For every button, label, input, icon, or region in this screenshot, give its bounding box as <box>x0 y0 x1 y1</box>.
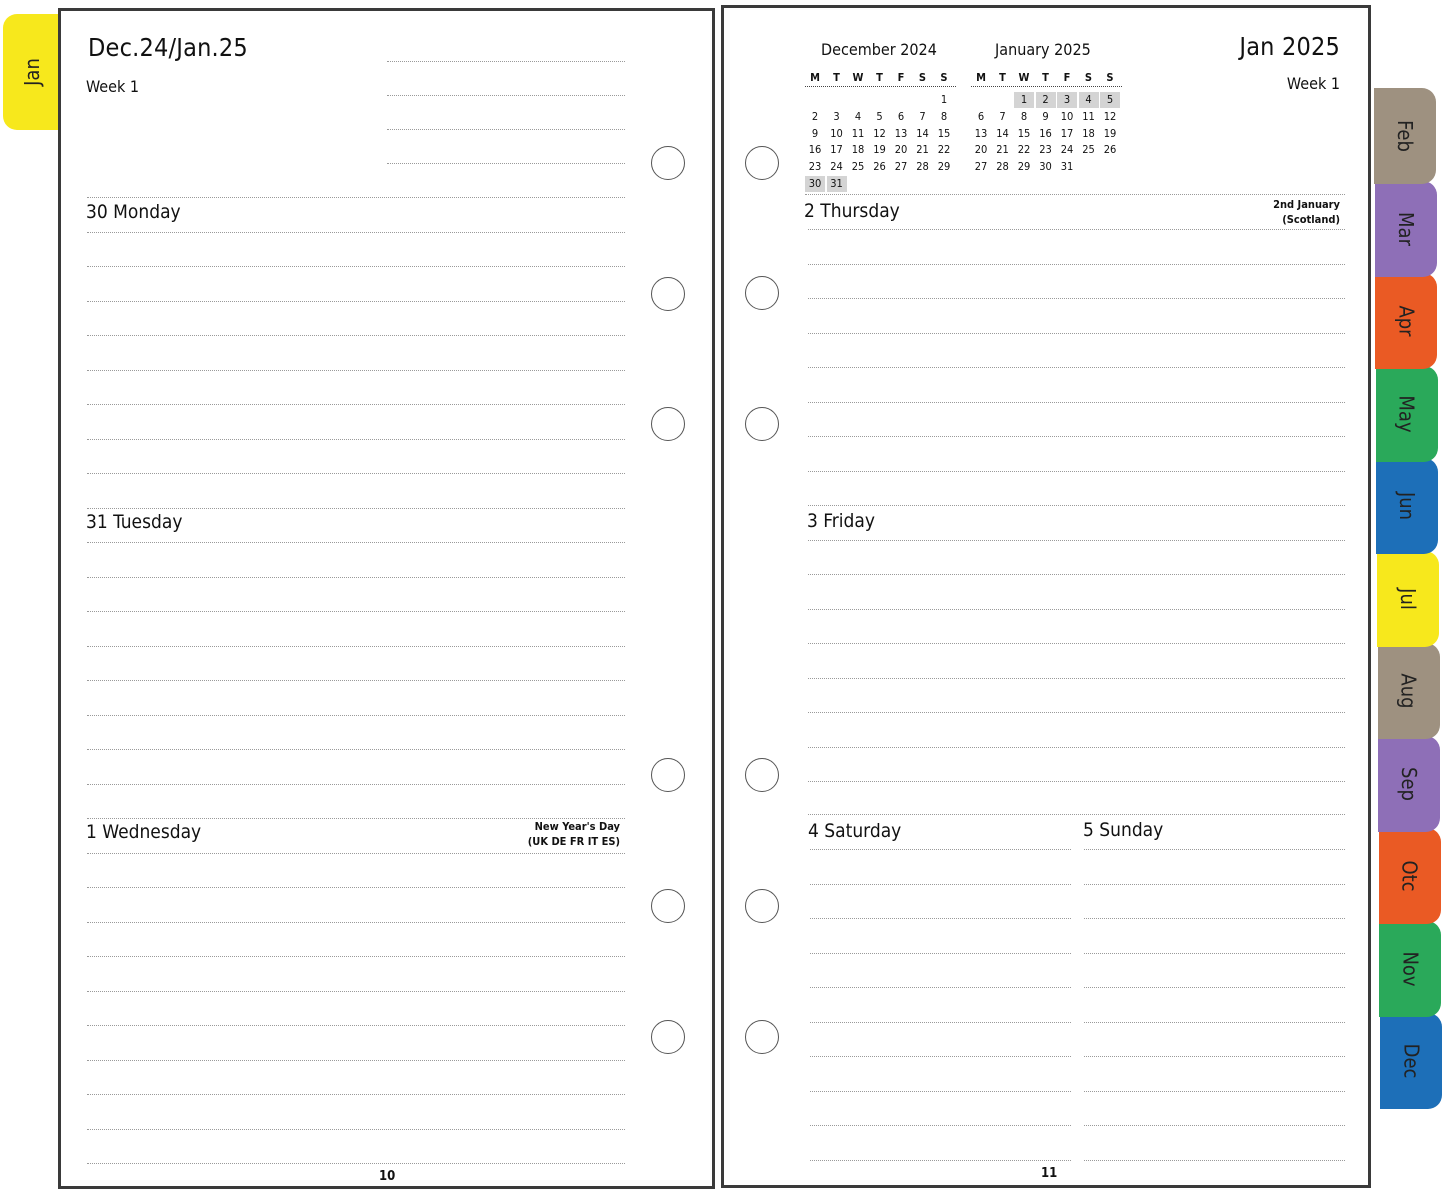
ruled-line <box>808 471 1345 472</box>
calendar-day: 6 <box>897 109 905 123</box>
calendar-day: 22 <box>1017 143 1031 157</box>
ruled-line <box>87 577 625 578</box>
calendar-day: 12 <box>1103 109 1117 123</box>
day-label-thursday: 2 Thursday <box>804 200 900 222</box>
day-label-saturday: 4 Saturday <box>808 820 902 842</box>
calendar-day: 18 <box>1082 126 1095 140</box>
ruled-line <box>87 853 625 854</box>
calendar-day: 2 <box>1036 92 1056 108</box>
tab-label: Dec <box>1398 1043 1423 1079</box>
tab-nov[interactable] <box>1379 921 1441 1017</box>
calendar-day: 11 <box>1082 109 1095 123</box>
calendar-day: 1 <box>1014 92 1034 108</box>
ruled-line <box>810 1056 1071 1057</box>
binder-hole <box>745 146 779 180</box>
mini-calendar-title: January 2025 <box>995 40 1091 59</box>
calendar-day: 3 <box>833 109 840 123</box>
weekday-header: T <box>999 71 1006 84</box>
calendar-day: 14 <box>916 126 929 140</box>
ruled-line <box>1084 849 1345 850</box>
left-page <box>58 8 715 1189</box>
tab-label: May <box>1394 394 1419 433</box>
calendar-day: 25 <box>1082 143 1095 157</box>
page-number: 10 <box>379 1169 396 1184</box>
holiday-note <box>528 819 620 849</box>
ruled-line <box>808 540 1345 541</box>
ruled-line <box>808 229 1345 230</box>
ruled-line <box>1084 918 1345 919</box>
weekday-header: S <box>1106 71 1114 84</box>
calendar-day: 20 <box>894 143 908 157</box>
ruled-line <box>387 129 625 130</box>
ruled-line <box>1084 1056 1345 1057</box>
calendar-day: 5 <box>1100 92 1120 108</box>
calendar-day: 29 <box>937 160 951 174</box>
calendar-day: 25 <box>851 160 865 174</box>
calendar-day: 14 <box>996 126 1009 140</box>
calendar-day: 3 <box>1057 92 1077 108</box>
ruled-line <box>87 197 625 198</box>
ruled-line <box>87 784 625 785</box>
calendar-day: 21 <box>916 143 929 157</box>
ruled-line <box>808 712 1345 713</box>
ruled-line <box>87 508 625 509</box>
calendar-day: 23 <box>808 160 822 174</box>
ruled-line <box>805 194 1345 195</box>
ruled-line <box>808 333 1345 334</box>
tab-otc[interactable] <box>1379 828 1441 924</box>
tab-jul[interactable] <box>1377 551 1439 647</box>
calendar-day: 7 <box>999 109 1006 123</box>
tab-sep[interactable] <box>1378 736 1440 832</box>
ruled-line <box>810 1160 1071 1161</box>
calendar-day: 26 <box>1103 143 1117 157</box>
tab-label: Feb <box>1392 120 1417 152</box>
weekday-header: W <box>1018 71 1030 84</box>
calendar-rule <box>805 86 956 87</box>
ruled-line <box>87 749 625 750</box>
tab-jan[interactable] <box>3 14 61 130</box>
holiday-regions: (Scotland) <box>1282 213 1340 226</box>
right-page <box>721 5 1371 1188</box>
calendar-day: 21 <box>996 143 1009 157</box>
weekday-header: S <box>1084 71 1093 84</box>
weekday-header: S <box>918 71 927 84</box>
ruled-line <box>87 404 625 405</box>
ruled-line <box>87 439 625 440</box>
ruled-line <box>808 678 1345 679</box>
ruled-line <box>808 264 1345 265</box>
ruled-line <box>87 715 625 716</box>
ruled-line <box>87 370 625 371</box>
ruled-line <box>808 643 1345 644</box>
ruled-line <box>810 918 1071 919</box>
ruled-line <box>87 646 625 647</box>
calendar-day: 1 <box>940 93 948 106</box>
ruled-line <box>1084 987 1345 988</box>
weekday-header: S <box>940 71 948 84</box>
ruled-line <box>87 542 625 543</box>
ruled-line <box>808 298 1345 299</box>
calendar-day: 8 <box>940 109 948 123</box>
calendar-day: 2 <box>811 109 819 123</box>
calendar-day: 9 <box>1042 109 1049 123</box>
calendar-day: 17 <box>830 143 843 157</box>
tab-aug[interactable] <box>1378 643 1440 739</box>
page-title: Jan 2025 <box>1239 32 1340 61</box>
ruled-line <box>1084 1160 1345 1161</box>
ruled-line <box>87 266 625 267</box>
holiday-name: New Year's Day <box>534 820 620 833</box>
ruled-line <box>808 609 1345 610</box>
calendar-day: 8 <box>1020 109 1028 123</box>
ruled-line <box>87 1025 625 1026</box>
day-label-tuesday: 31 Tuesday <box>86 511 183 533</box>
ruled-line <box>87 922 625 923</box>
calendar-day: 28 <box>916 160 929 174</box>
calendar-day: 31 <box>1060 160 1074 174</box>
day-label-wednesday: 1 Wednesday <box>86 821 202 843</box>
weekday-header: F <box>1063 71 1071 84</box>
calendar-day: 19 <box>873 143 886 157</box>
binder-hole <box>745 889 779 923</box>
ruled-line <box>1084 1125 1345 1126</box>
ruled-line <box>387 163 625 164</box>
calendar-day: 4 <box>854 109 862 123</box>
week-label: Week 1 <box>1286 74 1340 93</box>
calendar-day: 7 <box>919 109 926 123</box>
holiday-regions: (UK DE FR IT ES) <box>527 835 620 848</box>
day-label-sunday: 5 Sunday <box>1083 819 1164 841</box>
page-number: 11 <box>1041 1166 1058 1181</box>
binder-hole <box>651 889 685 923</box>
tab-mar[interactable] <box>1375 181 1437 277</box>
ruled-line <box>808 436 1345 437</box>
ruled-line <box>810 1022 1071 1023</box>
ruled-line <box>1084 1091 1345 1092</box>
calendar-day: 23 <box>1039 143 1052 157</box>
binder-hole <box>745 758 779 792</box>
tab-label: Mar <box>1393 211 1418 246</box>
tab-label: Sep <box>1397 766 1422 801</box>
calendar-day: 24 <box>1060 143 1074 157</box>
weekday-header: F <box>897 71 905 84</box>
tab-apr[interactable] <box>1375 273 1437 369</box>
ruled-line <box>1084 1022 1345 1023</box>
calendar-day: 10 <box>1060 109 1074 123</box>
binder-hole <box>651 277 685 311</box>
ruled-line <box>87 956 625 957</box>
day-label-monday: 30 Monday <box>86 201 181 223</box>
ruled-line <box>808 402 1345 403</box>
ruled-line <box>810 1091 1071 1092</box>
calendar-day: 15 <box>937 126 951 140</box>
tab-label: Aug <box>1396 673 1421 709</box>
ruled-line <box>87 680 625 681</box>
tab-label: Jan <box>19 58 44 86</box>
ruled-line <box>1084 884 1345 885</box>
binder-hole <box>651 407 685 441</box>
calendar-day: 28 <box>996 160 1009 174</box>
calendar-day: 10 <box>830 126 843 140</box>
ruled-line <box>87 1163 625 1164</box>
calendar-day: 29 <box>1017 160 1031 174</box>
calendar-day: 17 <box>1060 126 1074 140</box>
tab-label: Otc <box>1397 860 1422 892</box>
ruled-line <box>87 335 625 336</box>
calendar-day: 11 <box>851 126 865 140</box>
calendar-day: 9 <box>811 126 819 140</box>
calendar-day: 27 <box>974 160 988 174</box>
page-title: Dec.24/Jan.25 <box>88 33 248 62</box>
ruled-line <box>810 1125 1071 1126</box>
calendar-day: 5 <box>876 109 883 123</box>
ruled-line <box>87 1129 625 1130</box>
ruled-line <box>87 232 625 233</box>
ruled-line <box>87 887 625 888</box>
ruled-line <box>87 1094 625 1095</box>
tab-label: Jun <box>1395 491 1420 521</box>
ruled-line <box>808 574 1345 575</box>
calendar-day: 12 <box>873 126 886 140</box>
tab-feb[interactable] <box>1374 88 1436 184</box>
calendar-rule <box>971 86 1122 87</box>
calendar-day: 15 <box>1017 126 1031 140</box>
binder-hole <box>651 146 685 180</box>
ruled-line <box>808 814 1345 815</box>
ruled-line <box>87 818 625 819</box>
ruled-line <box>387 61 625 62</box>
calendar-day: 31 <box>827 176 847 192</box>
ruled-line <box>87 611 625 612</box>
calendar-day: 16 <box>808 143 822 157</box>
ruled-line <box>810 987 1071 988</box>
ruled-line <box>87 991 625 992</box>
binder-hole <box>651 1020 685 1054</box>
calendar-day: 4 <box>1079 92 1099 108</box>
tab-label: Nov <box>1398 950 1423 987</box>
calendar-day: 18 <box>851 143 865 157</box>
ruled-line <box>810 953 1071 954</box>
ruled-line <box>808 781 1345 782</box>
tab-jun[interactable] <box>1376 458 1438 554</box>
tab-may[interactable] <box>1376 366 1438 462</box>
calendar-day: 30 <box>1039 160 1052 174</box>
calendar-day: 16 <box>1039 126 1052 140</box>
ruled-line <box>808 505 1345 506</box>
weekday-header: M <box>810 71 820 84</box>
mini-calendar-title: December 2024 <box>821 40 937 59</box>
ruled-line <box>387 95 625 96</box>
weekday-header: T <box>876 71 883 84</box>
binder-hole <box>745 1020 779 1054</box>
binder-hole <box>651 758 685 792</box>
tab-dec[interactable] <box>1380 1013 1442 1109</box>
holiday-name: 2nd January <box>1273 198 1340 211</box>
calendar-day: 13 <box>894 126 908 140</box>
weekday-header: T <box>833 71 840 84</box>
calendar-day: 19 <box>1103 126 1117 140</box>
calendar-day: 22 <box>937 143 951 157</box>
weekday-header: M <box>976 71 986 84</box>
calendar-day: 24 <box>830 160 843 174</box>
tab-label: Jul <box>1396 587 1420 610</box>
holiday-note <box>1273 197 1340 227</box>
calendar-day: 20 <box>974 143 988 157</box>
weekday-header: T <box>1042 71 1049 84</box>
binder-hole <box>745 407 779 441</box>
calendar-day: 30 <box>805 176 825 192</box>
binder-hole <box>745 276 779 310</box>
ruled-line <box>1084 953 1345 954</box>
calendar-day: 26 <box>873 160 886 174</box>
ruled-line <box>810 884 1071 885</box>
day-label-friday: 3 Friday <box>807 510 875 532</box>
ruled-line <box>87 301 625 302</box>
ruled-line <box>810 849 1071 850</box>
week-label: Week 1 <box>86 77 140 96</box>
calendar-day: 6 <box>977 109 985 123</box>
weekday-header: W <box>852 71 864 84</box>
ruled-line <box>87 1060 625 1061</box>
calendar-day: 27 <box>894 160 908 174</box>
ruled-line <box>87 473 625 474</box>
tab-label: Apr <box>1394 305 1419 337</box>
ruled-line <box>808 747 1345 748</box>
calendar-day: 13 <box>974 126 988 140</box>
ruled-line <box>808 367 1345 368</box>
